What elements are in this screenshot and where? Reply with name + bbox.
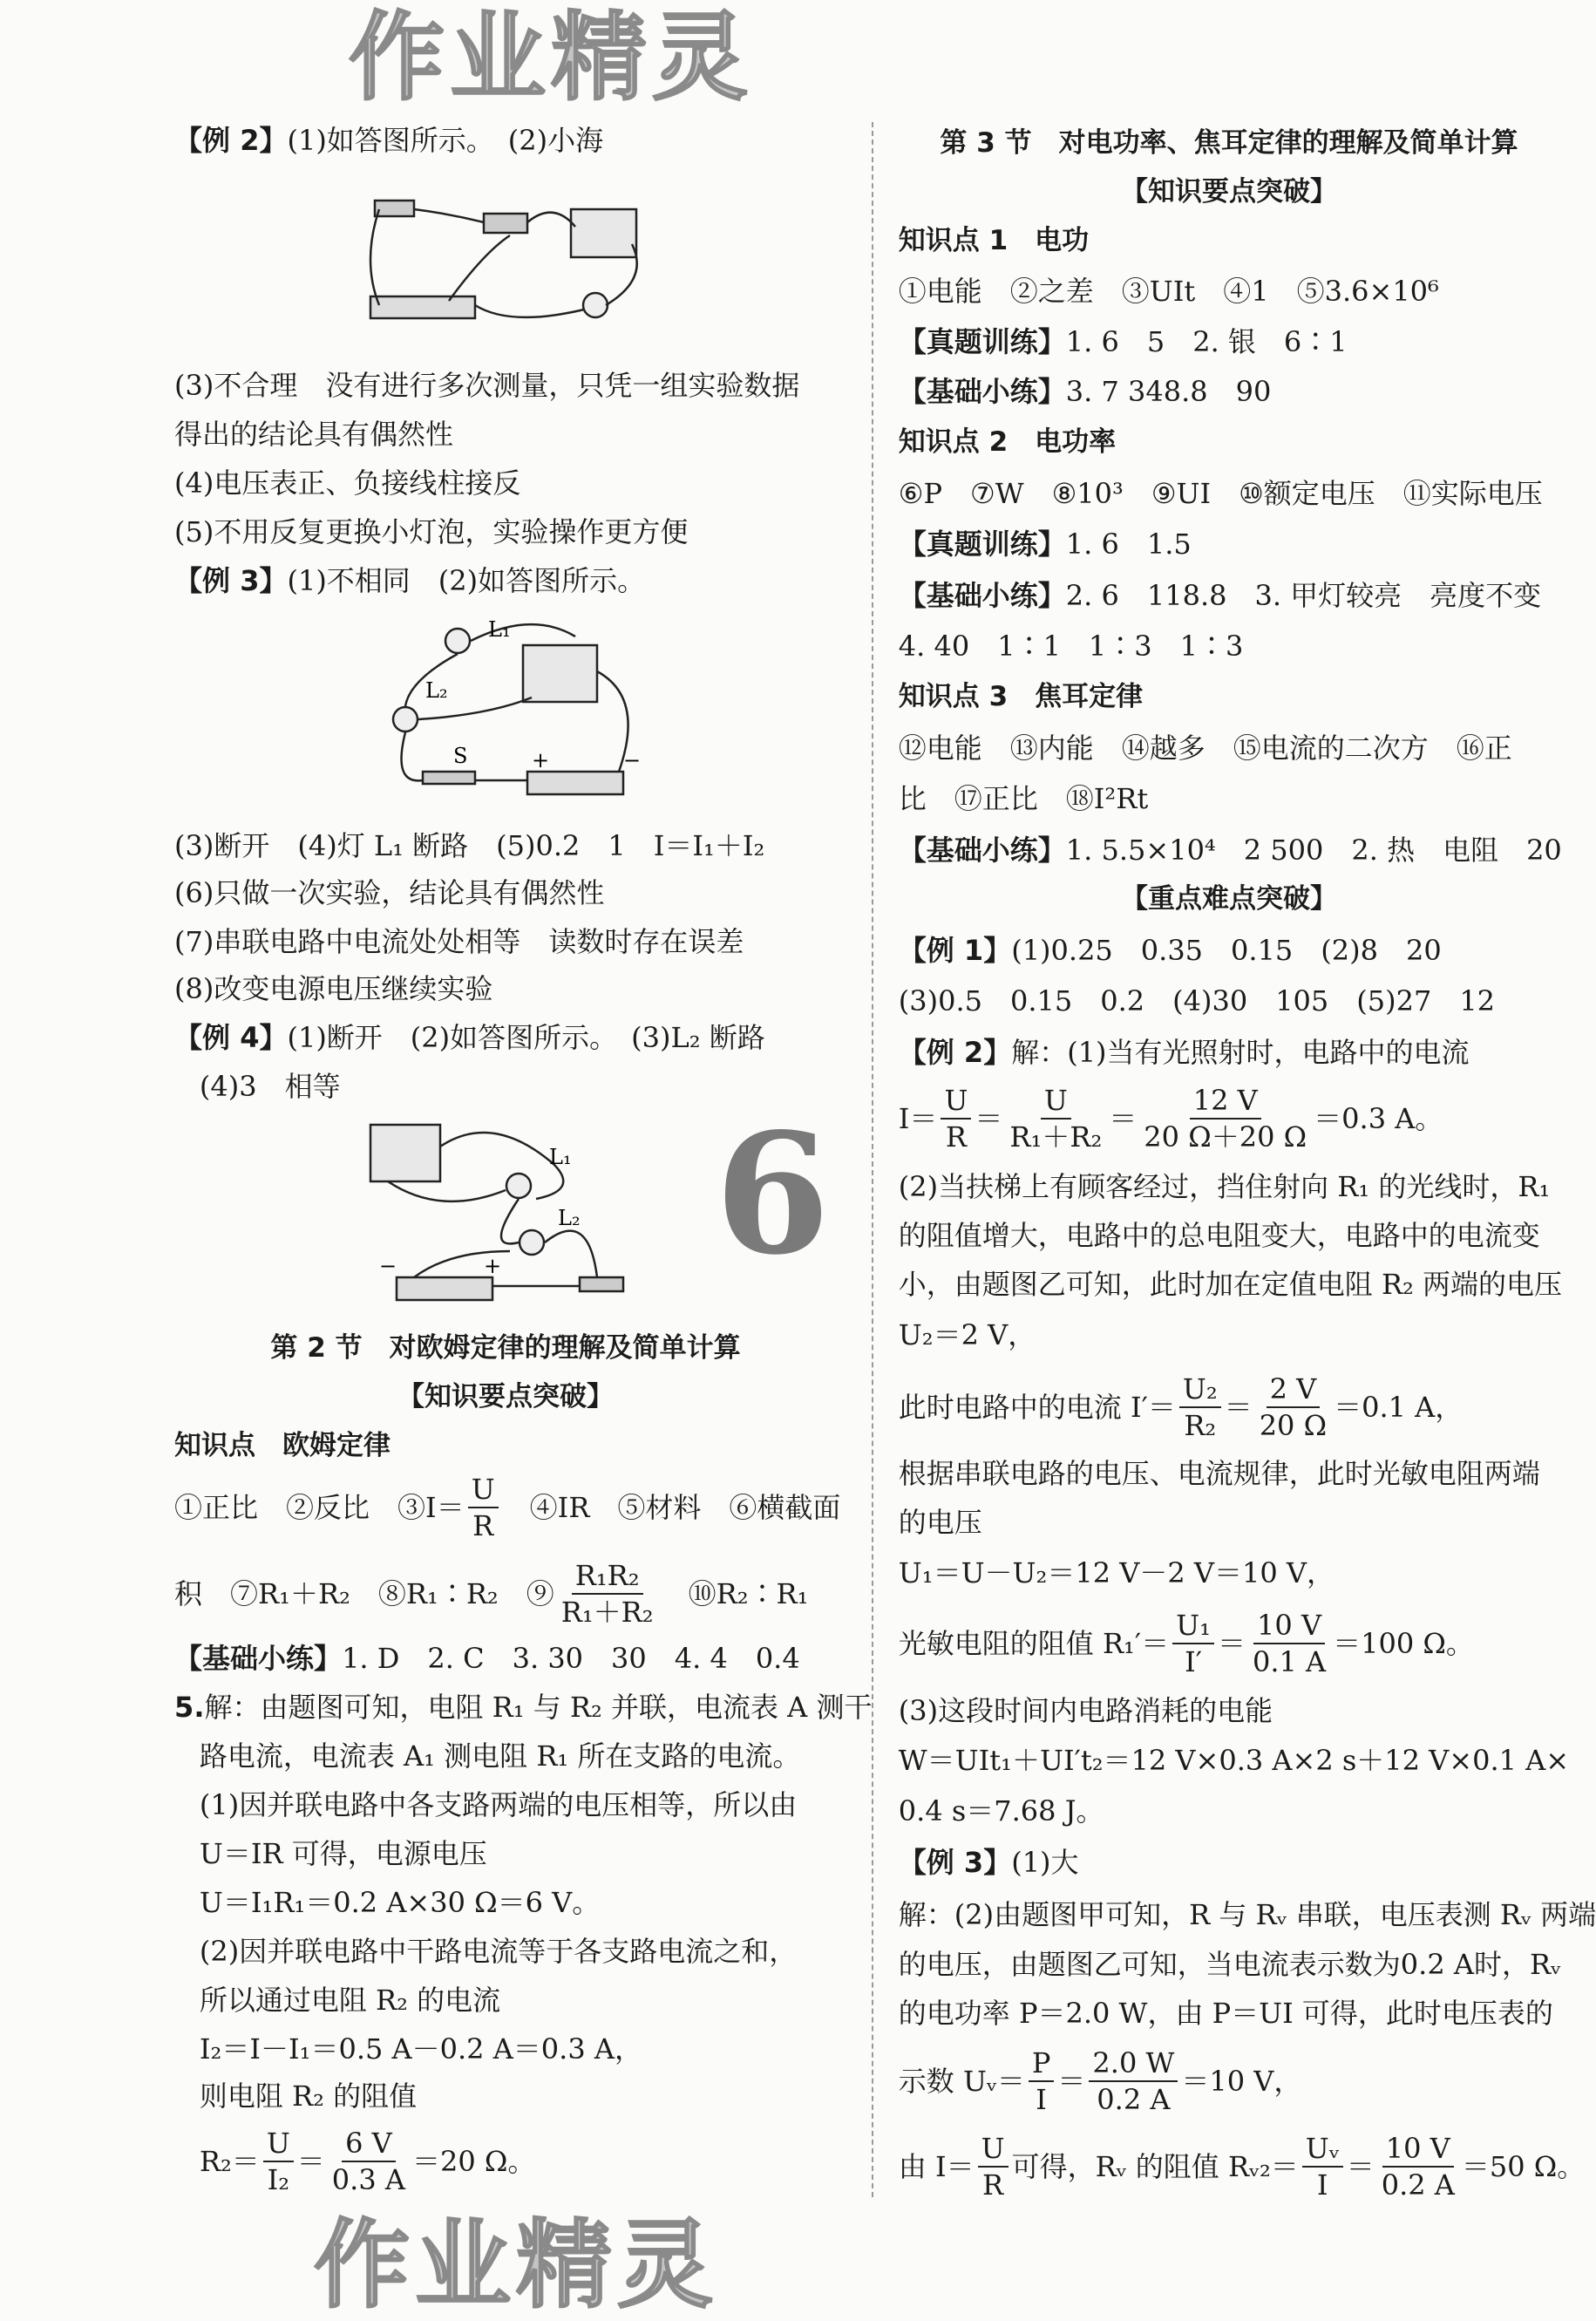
text-segment: 的阻值增大，电路中的总电阻变大，电路中的电流变 xyxy=(898,1219,1540,1253)
text-line xyxy=(899,1368,1464,1446)
text-segment: 解：(1)当有光照射时，电路中的电流 xyxy=(1011,1036,1470,1070)
denominator: I₂ xyxy=(267,2162,290,2196)
text-segment: ④IR ⑤材料 ⑥横截面 xyxy=(501,1491,841,1525)
text-segment: 比 ⑰正比 ⑱I²Rt xyxy=(898,781,1149,815)
text-segment: 1. 5.5×10⁴ 2 500 2. 热 电阻 20 xyxy=(1065,833,1562,867)
text-line xyxy=(200,1882,600,1923)
text-segment: ＝ xyxy=(1109,1102,1138,1136)
bold-label: 5. xyxy=(174,1691,205,1725)
numerator: 2.0 W xyxy=(1089,2045,1178,2082)
text-segment: ＝ xyxy=(1057,2065,1086,2099)
bold-label: 【例 2】 xyxy=(174,124,288,158)
text-line xyxy=(899,1501,982,1543)
fraction xyxy=(1172,1608,1214,1679)
text-line xyxy=(899,473,1543,514)
text-line xyxy=(200,1930,797,1972)
text-line xyxy=(200,2122,536,2201)
text-segment: (5)不用反复更换小灯泡，实验操作更方便 xyxy=(174,515,689,549)
numerator: 10 V xyxy=(1253,1608,1325,1644)
fraction xyxy=(468,1472,499,1543)
text-segment: 得出的结论具有偶然性 xyxy=(174,418,454,452)
text-line xyxy=(899,778,1148,820)
text-segment: ＝50 Ω。 xyxy=(1461,2150,1586,2184)
denominator: R₁＋R₂ xyxy=(1009,1120,1103,1154)
text-line xyxy=(899,371,1272,412)
text-segment: I₂＝I－I₁＝0.5 A－0.2 A＝0.3 A， xyxy=(199,2032,642,2066)
denominator: R xyxy=(472,1509,494,1543)
numerator: U xyxy=(941,1083,971,1120)
bold-label: 【例 3】 xyxy=(898,1846,1012,1880)
text-segment: ①正比 ②反比 ③I＝ xyxy=(174,1491,465,1525)
bold-label: 【真题训练】 xyxy=(898,527,1066,561)
text-line xyxy=(200,1735,801,1777)
fraction xyxy=(1006,1083,1105,1154)
label-l1: L₁ xyxy=(488,617,511,642)
text-segment: ＝10 V， xyxy=(1181,2065,1302,2099)
text-segment: 的电功率 P＝2.0 W，由 P＝UI 可得，此时电压表的 xyxy=(898,1997,1553,2031)
text-segment: ＝ xyxy=(1224,1390,1253,1424)
text-line xyxy=(899,1031,1470,1073)
text-line xyxy=(899,1841,1079,1883)
text-segment: 2. 6 118.8 3. 甲灯较亮 亮度不变 xyxy=(1065,579,1542,613)
numerator: P xyxy=(1029,2045,1055,2082)
fraction xyxy=(978,2131,1009,2202)
text-segment: 知识点 欧姆定律 xyxy=(174,1430,391,1462)
label-plus: + xyxy=(484,1254,502,1278)
numerator: U xyxy=(1041,1083,1071,1120)
text-line xyxy=(899,829,1562,871)
denominator: R xyxy=(982,2168,1004,2202)
text-line xyxy=(200,1784,797,1826)
fraction xyxy=(1029,2045,1055,2117)
text-line xyxy=(174,1686,872,1728)
denominator: R₂ xyxy=(1184,1408,1217,1442)
text-line xyxy=(200,1065,341,1107)
text-line xyxy=(899,1263,1562,1305)
text-line xyxy=(899,1215,1540,1256)
text-line xyxy=(200,2028,642,2070)
numerator: U₂ xyxy=(1179,1372,1221,1408)
knowledge-point-heading xyxy=(899,421,1116,463)
numerator: U xyxy=(978,2131,1009,2168)
text-segment: 1. 6 5 2. 银 6∶1 xyxy=(1065,324,1348,358)
text-line xyxy=(899,1604,1474,1683)
text-segment: 【知识要点突破】 xyxy=(1121,176,1337,208)
text-line xyxy=(200,1833,487,1875)
text-segment: I＝ xyxy=(898,1102,938,1136)
text-line xyxy=(899,625,1244,667)
text-segment: ＝ xyxy=(1346,2150,1375,2184)
text-segment: 【重点难点突破】 xyxy=(1121,882,1337,915)
section-title xyxy=(166,1327,846,1369)
text-segment: ⑫电能 ⑬内能 ⑭越多 ⑮电流的二次方 ⑯正 xyxy=(898,731,1512,765)
text-segment: 1. D 2. C 3. 30 30 4. 4 0.4 xyxy=(342,1642,800,1676)
text-segment: (3)0.5 0.15 0.2 (4)30 105 (5)27 12 xyxy=(898,984,1496,1018)
text-segment: 知识点 3 焦耳定律 xyxy=(898,680,1144,712)
text-segment: 小，由题图乙可知，此时加在定值电阻 R₂ 两端的电压 xyxy=(898,1268,1563,1302)
text-segment: ⑩R₂∶R₁ xyxy=(660,1576,809,1610)
fraction xyxy=(1249,1608,1329,1679)
label-s: S xyxy=(453,744,468,768)
label-l1: L₁ xyxy=(549,1145,572,1169)
text-segment: 3. 7 348.8 90 xyxy=(1065,375,1272,409)
text-line xyxy=(200,1979,500,2021)
text-segment: 则电阻 R₂ 的阻值 xyxy=(199,2079,418,2113)
numerator: R₁R₂ xyxy=(572,1558,643,1595)
text-segment: 【知识要点突破】 xyxy=(397,1381,614,1413)
text-line xyxy=(174,825,764,867)
text-line xyxy=(174,462,520,504)
text-segment: ＝20 Ω。 xyxy=(411,2144,536,2178)
denominator: I xyxy=(1316,2168,1328,2202)
fraction xyxy=(941,1083,971,1154)
text-segment: 知识点 1 电功 xyxy=(898,225,1090,257)
denominator: 0.3 A xyxy=(331,2162,405,2196)
text-segment: (7)串联电路中电流处处相等 读数时存在误差 xyxy=(174,924,744,958)
text-segment: 解：(2)由题图甲可知，R 与 Rᵥ 串联，电压表测 Rᵥ 两端 xyxy=(898,1897,1596,1931)
text-line xyxy=(174,364,799,406)
text-segment: U＝I₁R₁＝0.2 A×30 Ω＝6 V。 xyxy=(199,1885,601,1919)
text-segment: ①电能 ②之差 ③UIt ④1 ⑤3.6×10⁶ xyxy=(898,274,1439,308)
fraction xyxy=(558,1558,657,1630)
text-segment: (4)3 相等 xyxy=(199,1070,341,1104)
text-segment: ＝ xyxy=(296,2144,325,2178)
text-segment: U₁＝U－U₂＝12 V－2 V＝10 V， xyxy=(898,1555,1335,1589)
bold-label: 【例 4】 xyxy=(174,1021,288,1055)
numerator: U xyxy=(468,1472,499,1508)
denominator: 20 Ω＋20 Ω xyxy=(1144,1120,1307,1154)
bold-label: 【例 2】 xyxy=(898,1036,1012,1070)
text-line xyxy=(899,1314,1036,1356)
text-line xyxy=(174,413,453,455)
text-segment: (2)当扶梯上有顾客经过，挡住射向 R₁ 的光线时，R₁ xyxy=(898,1170,1551,1204)
text-line xyxy=(200,2075,417,2117)
denominator: R₁＋R₂ xyxy=(560,1595,654,1629)
text-line xyxy=(174,560,645,602)
text-line xyxy=(899,980,1495,1022)
text-segment: 可得，Rᵥ 的阻值 Rᵥ₂＝ xyxy=(1011,2150,1299,2184)
denominator: I xyxy=(1036,2083,1047,2117)
text-segment: ＝ xyxy=(975,1102,1003,1136)
text-segment: U＝IR 可得，电源电压 xyxy=(199,1836,487,1870)
subsection-heading xyxy=(889,171,1569,213)
text-segment: (1)因并联电路中各支路两端的电压相等，所以由 xyxy=(199,1788,798,1822)
label-minus: − xyxy=(623,748,642,773)
text-line xyxy=(174,1468,840,1547)
text-segment: 所以通过电阻 R₂ 的电流 xyxy=(199,1983,501,2017)
text-segment: (1)大 xyxy=(1011,1846,1079,1880)
denominator: I′ xyxy=(1185,1645,1202,1679)
text-segment: 的电压，由题图乙可知，当电流表示数为0.2 A时，Rᵥ xyxy=(898,1948,1561,1982)
text-segment: 示数 Uᵥ＝ xyxy=(898,2065,1025,2099)
text-line xyxy=(174,1555,808,1633)
text-segment: 此时电路中的电流 I′＝ xyxy=(898,1390,1176,1424)
text-segment: U₂＝2 V， xyxy=(898,1317,1036,1351)
text-segment: (6)只做一次实验，结论具有偶然性 xyxy=(174,876,605,909)
text-line xyxy=(899,1739,1569,1781)
text-line xyxy=(899,2127,1586,2206)
bold-label: 【基础小练】 xyxy=(898,375,1066,409)
circuit-diagram-example-2 xyxy=(353,174,649,336)
text-segment: ＝100 Ω。 xyxy=(1333,1627,1474,1661)
bold-label: 【基础小练】 xyxy=(898,833,1066,867)
text-segment: (2)因并联电路中干路电流等于各支路电流之和， xyxy=(199,1934,798,1968)
text-segment: (3)这段时间内电路消耗的电能 xyxy=(898,1693,1273,1727)
fraction xyxy=(1302,2131,1343,2202)
text-segment: 第 3 节 对电功率、焦耳定律的理解及简单计算 xyxy=(940,127,1518,160)
text-segment: 0.4 s＝7.68 J。 xyxy=(898,1794,1104,1828)
fraction xyxy=(1256,1372,1330,1443)
text-segment: (1)0.25 0.35 0.15 (2)8 20 xyxy=(1011,934,1442,968)
text-segment: ⑥P ⑦W ⑧10³ ⑨UI ⑩额定电压 ⑪实际电压 xyxy=(898,477,1543,511)
text-segment: 4. 40 1∶1 1∶3 1∶3 xyxy=(898,629,1244,663)
label-l2: L₂ xyxy=(425,678,448,703)
page-number: 6 xyxy=(715,1097,831,1291)
fraction xyxy=(1179,1372,1221,1443)
circuit-diagram-example-3 xyxy=(357,610,654,807)
numerator: Uᵥ xyxy=(1302,2131,1343,2168)
denominator: R xyxy=(945,1120,967,1154)
watermark-top: 作业精灵 xyxy=(349,2,753,113)
numerator: 6 V xyxy=(342,2126,396,2162)
knowledge-point-heading xyxy=(899,676,1143,718)
text-segment: (1)断开 (2)如答图所示。 (3)L₂ 断路 xyxy=(287,1021,765,1055)
text-segment: ＝0.1 A， xyxy=(1334,1390,1464,1424)
text-segment: 由 I＝ xyxy=(898,2150,975,2184)
text-segment: 的电压 xyxy=(898,1506,982,1540)
knowledge-point-heading xyxy=(174,1425,391,1467)
numerator: 2 V xyxy=(1267,1372,1321,1408)
subsection-heading xyxy=(889,878,1569,920)
text-segment: 路电流，电流表 A₁ 测电阻 R₁ 所在支路的电流。 xyxy=(199,1739,801,1773)
text-segment: 根据串联电路的电压、电流规律，此时光敏电阻两端 xyxy=(898,1457,1540,1491)
text-line xyxy=(899,1894,1596,1936)
text-line xyxy=(174,1017,765,1058)
text-segment: 第 2 节 对欧姆定律的理解及简单计算 xyxy=(270,1332,741,1365)
text-segment: R₂＝ xyxy=(199,2144,260,2178)
text-line xyxy=(899,1079,1443,1158)
text-line xyxy=(899,1690,1273,1732)
fraction xyxy=(263,2126,294,2197)
text-segment: (1)如答图所示。 (2)小海 xyxy=(287,124,604,158)
text-line xyxy=(899,321,1348,363)
text-line xyxy=(899,270,1439,312)
numerator: 12 V xyxy=(1190,1083,1261,1120)
section-title xyxy=(889,122,1569,164)
text-line xyxy=(899,1790,1104,1832)
text-segment: (3)不合理 没有进行多次测量，只凭一组实验数据 xyxy=(174,369,800,403)
knowledge-point-heading xyxy=(899,220,1089,262)
text-line xyxy=(899,2042,1302,2120)
text-segment: (3)断开 (4)灯 L₁ 断路 (5)0.2 1 I＝I₁＋I₂ xyxy=(174,828,765,862)
text-segment: 光敏电阻的阻值 R₁′＝ xyxy=(898,1627,1170,1661)
text-line xyxy=(174,921,744,963)
fraction xyxy=(1378,2131,1458,2202)
fraction xyxy=(329,2126,409,2197)
text-segment: ＝ xyxy=(1217,1627,1246,1661)
text-line xyxy=(899,575,1541,616)
text-line xyxy=(899,727,1512,769)
label-minus: − xyxy=(379,1254,397,1278)
watermark-bottom: 作业精灵 xyxy=(314,2209,718,2321)
text-line xyxy=(174,872,604,914)
denominator: 20 Ω xyxy=(1259,1408,1328,1442)
text-line xyxy=(174,1637,800,1679)
text-line xyxy=(899,1992,1553,2034)
column-divider xyxy=(872,122,873,2197)
denominator: 0.2 A xyxy=(1097,2083,1171,2117)
text-line xyxy=(899,929,1442,971)
numerator: U₁ xyxy=(1172,1608,1214,1644)
bold-label: 【基础小练】 xyxy=(174,1642,343,1676)
bold-label: 【真题训练】 xyxy=(898,324,1066,358)
text-segment: ＝0.3 A。 xyxy=(1314,1102,1443,1136)
text-line xyxy=(899,1552,1335,1594)
text-segment: 1. 6 1.5 xyxy=(1065,527,1192,561)
text-segment: 解：由题图可知，电阻 R₁ 与 R₂ 并联，电流表 A 测干 xyxy=(204,1691,873,1725)
bold-label: 【例 1】 xyxy=(898,934,1012,968)
denominator: 0.2 A xyxy=(1381,2168,1455,2202)
text-line xyxy=(899,1166,1551,1208)
denominator: 0.1 A xyxy=(1252,1645,1327,1679)
text-line xyxy=(899,523,1192,565)
text-line xyxy=(174,511,688,553)
label-plus: + xyxy=(532,748,550,773)
text-line xyxy=(899,1943,1561,1985)
numerator: 10 V xyxy=(1382,2131,1454,2168)
bold-label: 【例 3】 xyxy=(174,564,288,598)
text-line xyxy=(174,968,492,1010)
text-segment: 知识点 2 电功率 xyxy=(898,425,1117,458)
text-segment: (1)不相同 (2)如答图所示。 xyxy=(287,564,646,598)
circuit-diagram-example-4 xyxy=(362,1112,658,1312)
text-segment: (4)电压表正、负接线柱接反 xyxy=(174,466,521,500)
fraction xyxy=(1089,2045,1178,2117)
text-line xyxy=(174,119,603,161)
numerator: U xyxy=(263,2126,294,2162)
text-line xyxy=(899,1453,1540,1494)
subsection-heading xyxy=(166,1376,846,1418)
text-segment: (8)改变电源电压继续实验 xyxy=(174,972,493,1006)
bold-label: 【基础小练】 xyxy=(898,579,1066,613)
text-segment: W＝UIt₁＋UI′t₂＝12 V×0.3 A×2 s＋12 V×0.1 A× xyxy=(898,1744,1570,1778)
fraction xyxy=(1140,1083,1310,1154)
label-l2: L₂ xyxy=(558,1206,581,1230)
text-segment: 积 ⑦R₁＋R₂ ⑧R₁∶R₂ ⑨ xyxy=(174,1576,554,1610)
